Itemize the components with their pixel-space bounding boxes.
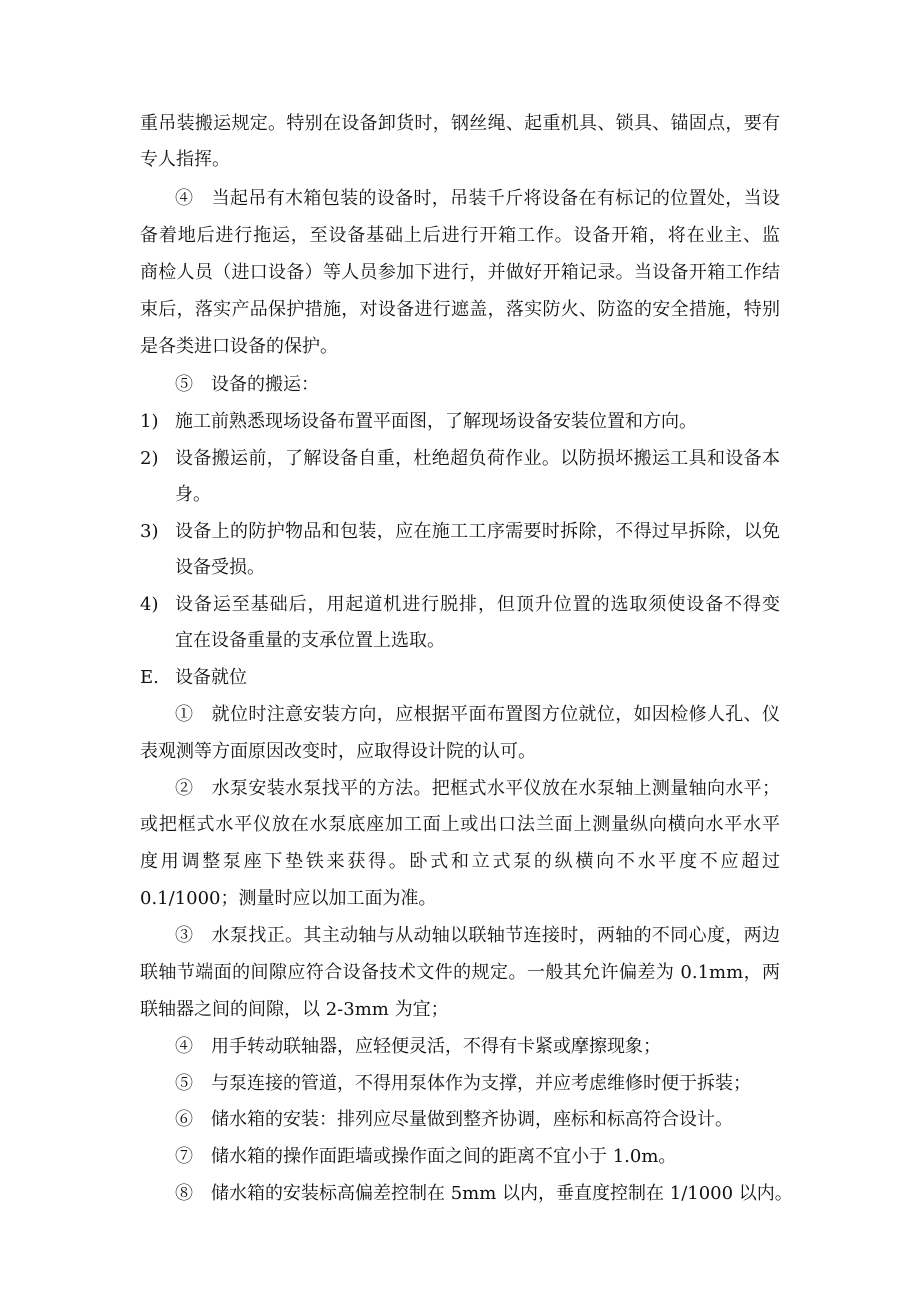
list-item-line: 设备上的防护物品和包装，应在施工工序需要时拆除，不得过早拆除，以免 (175, 521, 780, 542)
list-item-line: 施工前熟悉现场设备布置平面图，了解现场设备安装位置和方向。 (175, 411, 697, 432)
section-heading: 设备就位 (175, 667, 247, 688)
paragraph-line: 是各类进口设备的保护。 (140, 336, 338, 357)
paragraph-line: 重吊装搬运规定。特别在设备卸货时，钢丝绳、起重机具、锁具、锚固点，要有 (140, 113, 780, 134)
list-item-line: 设备运至基础后，用起道机进行脱排，但顶升位置的选取须使设备不得变 (175, 594, 780, 615)
paragraph-line: ④ 当起吊有木箱包装的设备时，吊装千斤将设备在有标记的位置处，当设 (175, 188, 780, 209)
paragraph-line: ③ 水泵找正。其主动轴与从动轴以联轴节连接时，两轴的不同心度，两边 (175, 925, 780, 946)
paragraph-line: ① 就位时注意安装方向，应根据平面布置图方位就位，如因检修人孔、仪 (175, 704, 780, 725)
paragraph-line: ② 水泵安装水泵找平的方法。把框式水平仪放在水泵轴上测量轴向水平； (175, 778, 780, 799)
list-item-line: 宜在设备重量的支承位置上选取。 (175, 630, 445, 651)
paragraph-line: ⑥ 储水箱的安装：排列应尽量做到整齐协调，座标和标高符合设计。 (175, 1109, 733, 1130)
list-marker: 2) (140, 448, 159, 469)
paragraph-line: 备着地后进行拖运，至设备基础上后进行开箱工作。设备开箱，将在业主、监 (140, 225, 780, 246)
section-marker: E. (140, 667, 159, 688)
paragraph-line: 联轴节端面的间隙应符合设备技术文件的规定。一般其允许偏差为 0.1mm，两 (140, 962, 780, 983)
paragraph-line: 商检人员（进口设备）等人员参加下进行，并做好开箱记录。当设备开箱工作结 (140, 262, 780, 283)
paragraph-line: 0.1/1000；测量时应以加工面为准。 (140, 888, 437, 909)
list-marker: 4) (140, 594, 159, 615)
paragraph-line: 束后，落实产品保护措施，对设备进行遮盖，落实防火、防盗的安全措施，特别 (140, 299, 780, 320)
list-marker: 1) (140, 411, 159, 432)
paragraph-line: 专人指挥。 (140, 149, 230, 170)
paragraph-line: ⑧ 储水箱的安装标高偏差控制在 5mm 以内，垂直度控制在 1/1000 以内。 (175, 1183, 793, 1204)
paragraph-line: 联轴器之间的间隙，以 2-3mm 为宜； (140, 999, 449, 1020)
list-item-line: 设备搬运前，了解设备自重，杜绝超负荷作业。以防损坏搬运工具和设备本 (175, 448, 780, 469)
paragraph-line: 表观测等方面原因改变时，应取得设计院的认可。 (140, 741, 536, 762)
paragraph-line: 度用调整泵座下垫铁来获得。卧式和立式泵的纵横向不水平度不应超过 (140, 851, 780, 872)
list-item-line: 设备受损。 (175, 557, 265, 578)
paragraph-line: ⑤ 与泵连接的管道，不得用泵体作为支撑，并应考虑维修时便于拆装； (175, 1073, 751, 1094)
paragraph-line: ④ 用手转动联轴器，应轻便灵活，不得有卡紧或摩擦现象； (175, 1036, 661, 1057)
list-marker: 3) (140, 521, 159, 542)
list-item-line: 身。 (175, 484, 211, 505)
section-heading: ⑤ 设备的搬运： (175, 374, 319, 395)
paragraph-line: 或把框式水平仪放在水泵底座加工面上或出口法兰面上测量纵向横向水平水平 (140, 814, 780, 835)
paragraph-line: ⑦ 储水箱的操作面距墙或操作面之间的距离不宜小于 1.0m。 (175, 1146, 677, 1167)
